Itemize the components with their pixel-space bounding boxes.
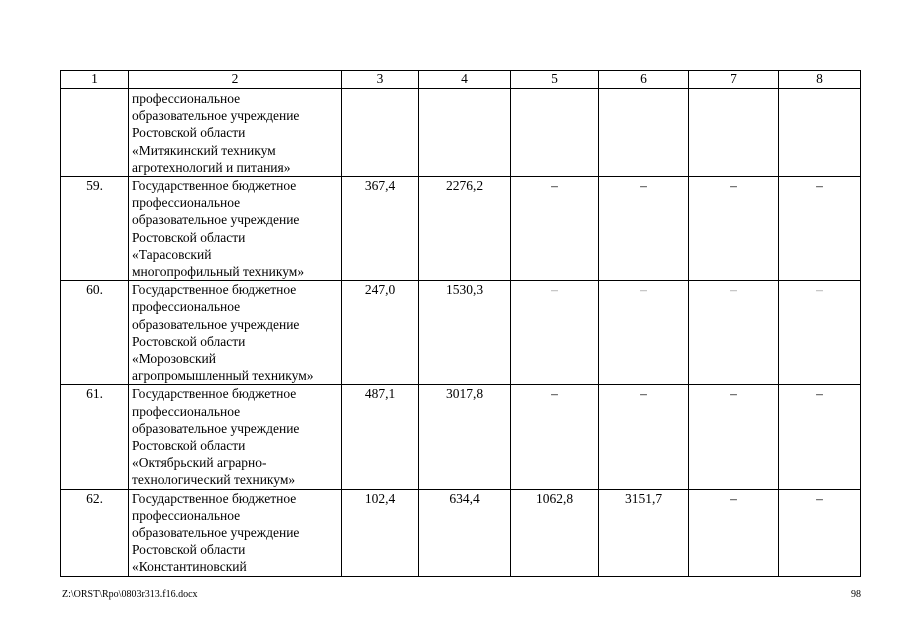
value-cell bbox=[419, 89, 511, 177]
footer-page-number: 98 bbox=[851, 589, 861, 600]
footer-file-path: Z:\ORST\Rpo\0803r313.f16.docx bbox=[62, 589, 198, 600]
value-cell-col5: 1062,8 bbox=[511, 489, 599, 576]
row-number-cell: 61. bbox=[61, 385, 129, 489]
value-cell-col4: 2276,2 bbox=[419, 177, 511, 281]
value-cell-col6: – bbox=[599, 385, 689, 489]
value-cell-col8: – bbox=[779, 177, 861, 281]
institution-name-cell: Государственное бюджетное профессиональное образовательное учреждение Ростовской области «Октябрьский аграрно- технологический техникум» bbox=[129, 385, 342, 489]
institution-name-cell: Государственное бюджетное профессиональное образовательное учреждение Ростовской области «Тарасовский многопрофильный техникум» bbox=[129, 177, 342, 281]
value-cell-col5: – bbox=[511, 177, 599, 281]
value-cell-col3: 247,0 bbox=[342, 281, 419, 385]
value-cell-col3: 367,4 bbox=[342, 177, 419, 281]
table-row bbox=[61, 385, 861, 489]
value-cell-col5: – bbox=[511, 281, 599, 385]
table-row bbox=[61, 489, 861, 576]
value-cell bbox=[599, 89, 689, 177]
row-number-cell: 59. bbox=[61, 177, 129, 281]
row-number-cell: 62. bbox=[61, 489, 129, 576]
value-cell-col8: – bbox=[779, 281, 861, 385]
value-cell-col6: 3151,7 bbox=[599, 489, 689, 576]
value-cell-col7: – bbox=[689, 489, 779, 576]
header-col-4: 4 bbox=[419, 71, 511, 89]
header-col-8: 8 bbox=[779, 71, 861, 89]
value-cell bbox=[342, 89, 419, 177]
header-col-2: 2 bbox=[129, 71, 342, 89]
value-cell-col4: 634,4 bbox=[419, 489, 511, 576]
value-cell bbox=[779, 89, 861, 177]
institution-name-cell: Государственное бюджетное профессиональное образовательное учреждение Ростовской области «Морозовский агропромышленный техникум» bbox=[129, 281, 342, 385]
header-row bbox=[61, 71, 861, 89]
value-cell-col4: 3017,8 bbox=[419, 385, 511, 489]
value-cell-col7: – bbox=[689, 177, 779, 281]
value-cell-col8: – bbox=[779, 385, 861, 489]
value-cell-col3: 102,4 bbox=[342, 489, 419, 576]
value-cell-col6: – bbox=[599, 177, 689, 281]
table-row-continuation bbox=[61, 89, 861, 177]
value-cell-col3: 487,1 bbox=[342, 385, 419, 489]
institution-name-cell: Государственное бюджетное профессиональное образовательное учреждение Ростовской области «Константиновский bbox=[129, 489, 342, 576]
header-col-3: 3 bbox=[342, 71, 419, 89]
institution-name-cell: профессиональное образовательное учреждение Ростовской области «Митякинский техникум агротехнологий и питания» bbox=[129, 89, 342, 177]
value-cell-col4: 1530,3 bbox=[419, 281, 511, 385]
value-cell-col8: – bbox=[779, 489, 861, 576]
header-col-5: 5 bbox=[511, 71, 599, 89]
row-number-cell: 60. bbox=[61, 281, 129, 385]
value-cell-col6: – bbox=[599, 281, 689, 385]
value-cell-col5: – bbox=[511, 385, 599, 489]
row-number-cell bbox=[61, 89, 129, 177]
budget-table bbox=[60, 70, 861, 577]
header-col-6: 6 bbox=[599, 71, 689, 89]
table-row bbox=[61, 177, 861, 281]
table-row bbox=[61, 281, 861, 385]
value-cell-col7: – bbox=[689, 281, 779, 385]
value-cell bbox=[689, 89, 779, 177]
header-col-1: 1 bbox=[61, 71, 129, 89]
header-col-7: 7 bbox=[689, 71, 779, 89]
value-cell-col7: – bbox=[689, 385, 779, 489]
value-cell bbox=[511, 89, 599, 177]
